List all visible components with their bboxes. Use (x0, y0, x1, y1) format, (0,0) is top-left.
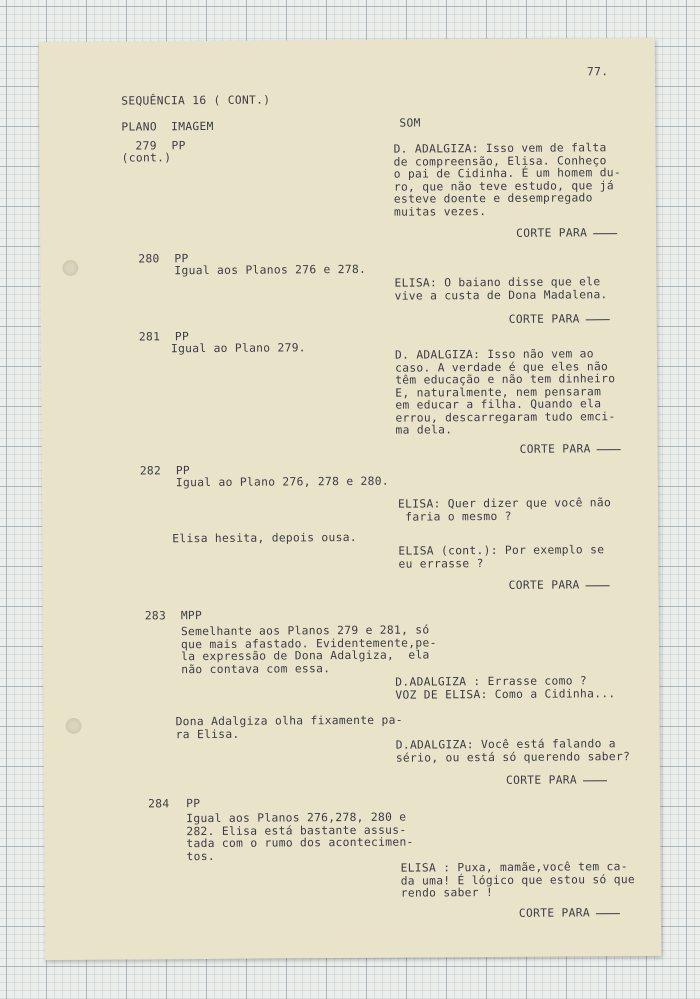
dialogue-block: ELISA (cont.): Por exemplo se eu errasse ? (398, 543, 605, 571)
shot-type: MPP (180, 609, 203, 623)
dialogue-block: ELISA : Puxa, mamãe,você tem ca- da uma! É lógico que estou só que rendo saber ! (400, 860, 636, 900)
corte-para-label: CORTE PARA (506, 773, 607, 787)
punch-hole (62, 260, 78, 276)
corte-para-label: CORTE PARA (519, 906, 620, 920)
sequence-title: SEQUÊNCIA 16 ( CONT.) (121, 93, 271, 108)
shot-image-description: Igual ao Plano 276, 278 e 280. (175, 474, 389, 490)
shot-type: PP (175, 464, 191, 478)
corte-para-label: CORTE PARA (509, 578, 610, 592)
shot-image-description: Igual aos Planos 276,278, 280 e 282. Elisa está bastante assus- tada com o rumo dos acontecimen- tos. (186, 810, 414, 863)
dialogue-block: D. ADALGIZA: Isso não vem ao caso. A verdade é que eles não têm educação e não tem dinheiro E, naturalmente, nem pensaram em educar a filha. Quando ela errou, descarregaram tudo emci- ma dela. (394, 347, 616, 437)
corte-para-label: CORTE PARA (509, 312, 610, 326)
dialogue-block: ELISA: O baiano disse que ele vive a custa de Dona Madalena. (394, 275, 608, 303)
dialogue-block: ELISA: Quer dizer que você não faria o mesmo ? (397, 496, 612, 524)
punch-hole (66, 718, 82, 734)
script-page (39, 38, 661, 960)
action-description: Elisa hesita, depois ousa. (172, 530, 357, 546)
shot-number: 283 (144, 609, 167, 623)
action-description: Dona Adalgiza olha fixamente pa- ra Elisa. (175, 713, 403, 741)
dialogue-block: D.ADALGIZA: Você está falando a sério, ou está só querendo saber? (395, 737, 631, 765)
page-number: 77. (586, 65, 609, 79)
shot-image-description: Igual ao Plano 279. (170, 341, 306, 356)
shot-number: 281 (138, 330, 161, 344)
corte-para-label: CORTE PARA (516, 226, 617, 240)
corte-para-label: CORTE PARA (520, 442, 621, 456)
shot-type: PP (174, 252, 189, 266)
column-header-som: SOM (399, 116, 421, 130)
shot-number: 279 (135, 139, 157, 153)
shot-number: 280 (138, 252, 160, 266)
column-header-plano-imagem: PLANO IMAGEM (121, 119, 214, 134)
shot-image-description: Igual aos Planos 276 e 278. (174, 262, 367, 278)
shot-image-description: Semelhante aos Planos 279 e 281, só que mais afastado. Evidentemente,pe- la expressão de Dona Adalgiza, ela não contava com essa. (180, 623, 437, 676)
dialogue-block: D. ADALGIZA: Isso vem de falta de compreensão, Elisa. Conheço o pai de Cidinha. É um homem du- ro, que não teve estudo, que já esteve doente e desempregado muitas vezes. (393, 141, 622, 219)
shot-cont: (cont.) (121, 151, 172, 165)
shot-number: 284 (148, 797, 170, 811)
shot-type: PP (171, 139, 186, 153)
shot-number: 282 (139, 464, 162, 478)
dialogue-block: D.ADALGIZA : Errasse como ? VOZ DE ELISA: Como a Cidinha... (395, 674, 616, 702)
shot-type: PP (174, 330, 190, 344)
shot-type: PP (186, 797, 201, 811)
